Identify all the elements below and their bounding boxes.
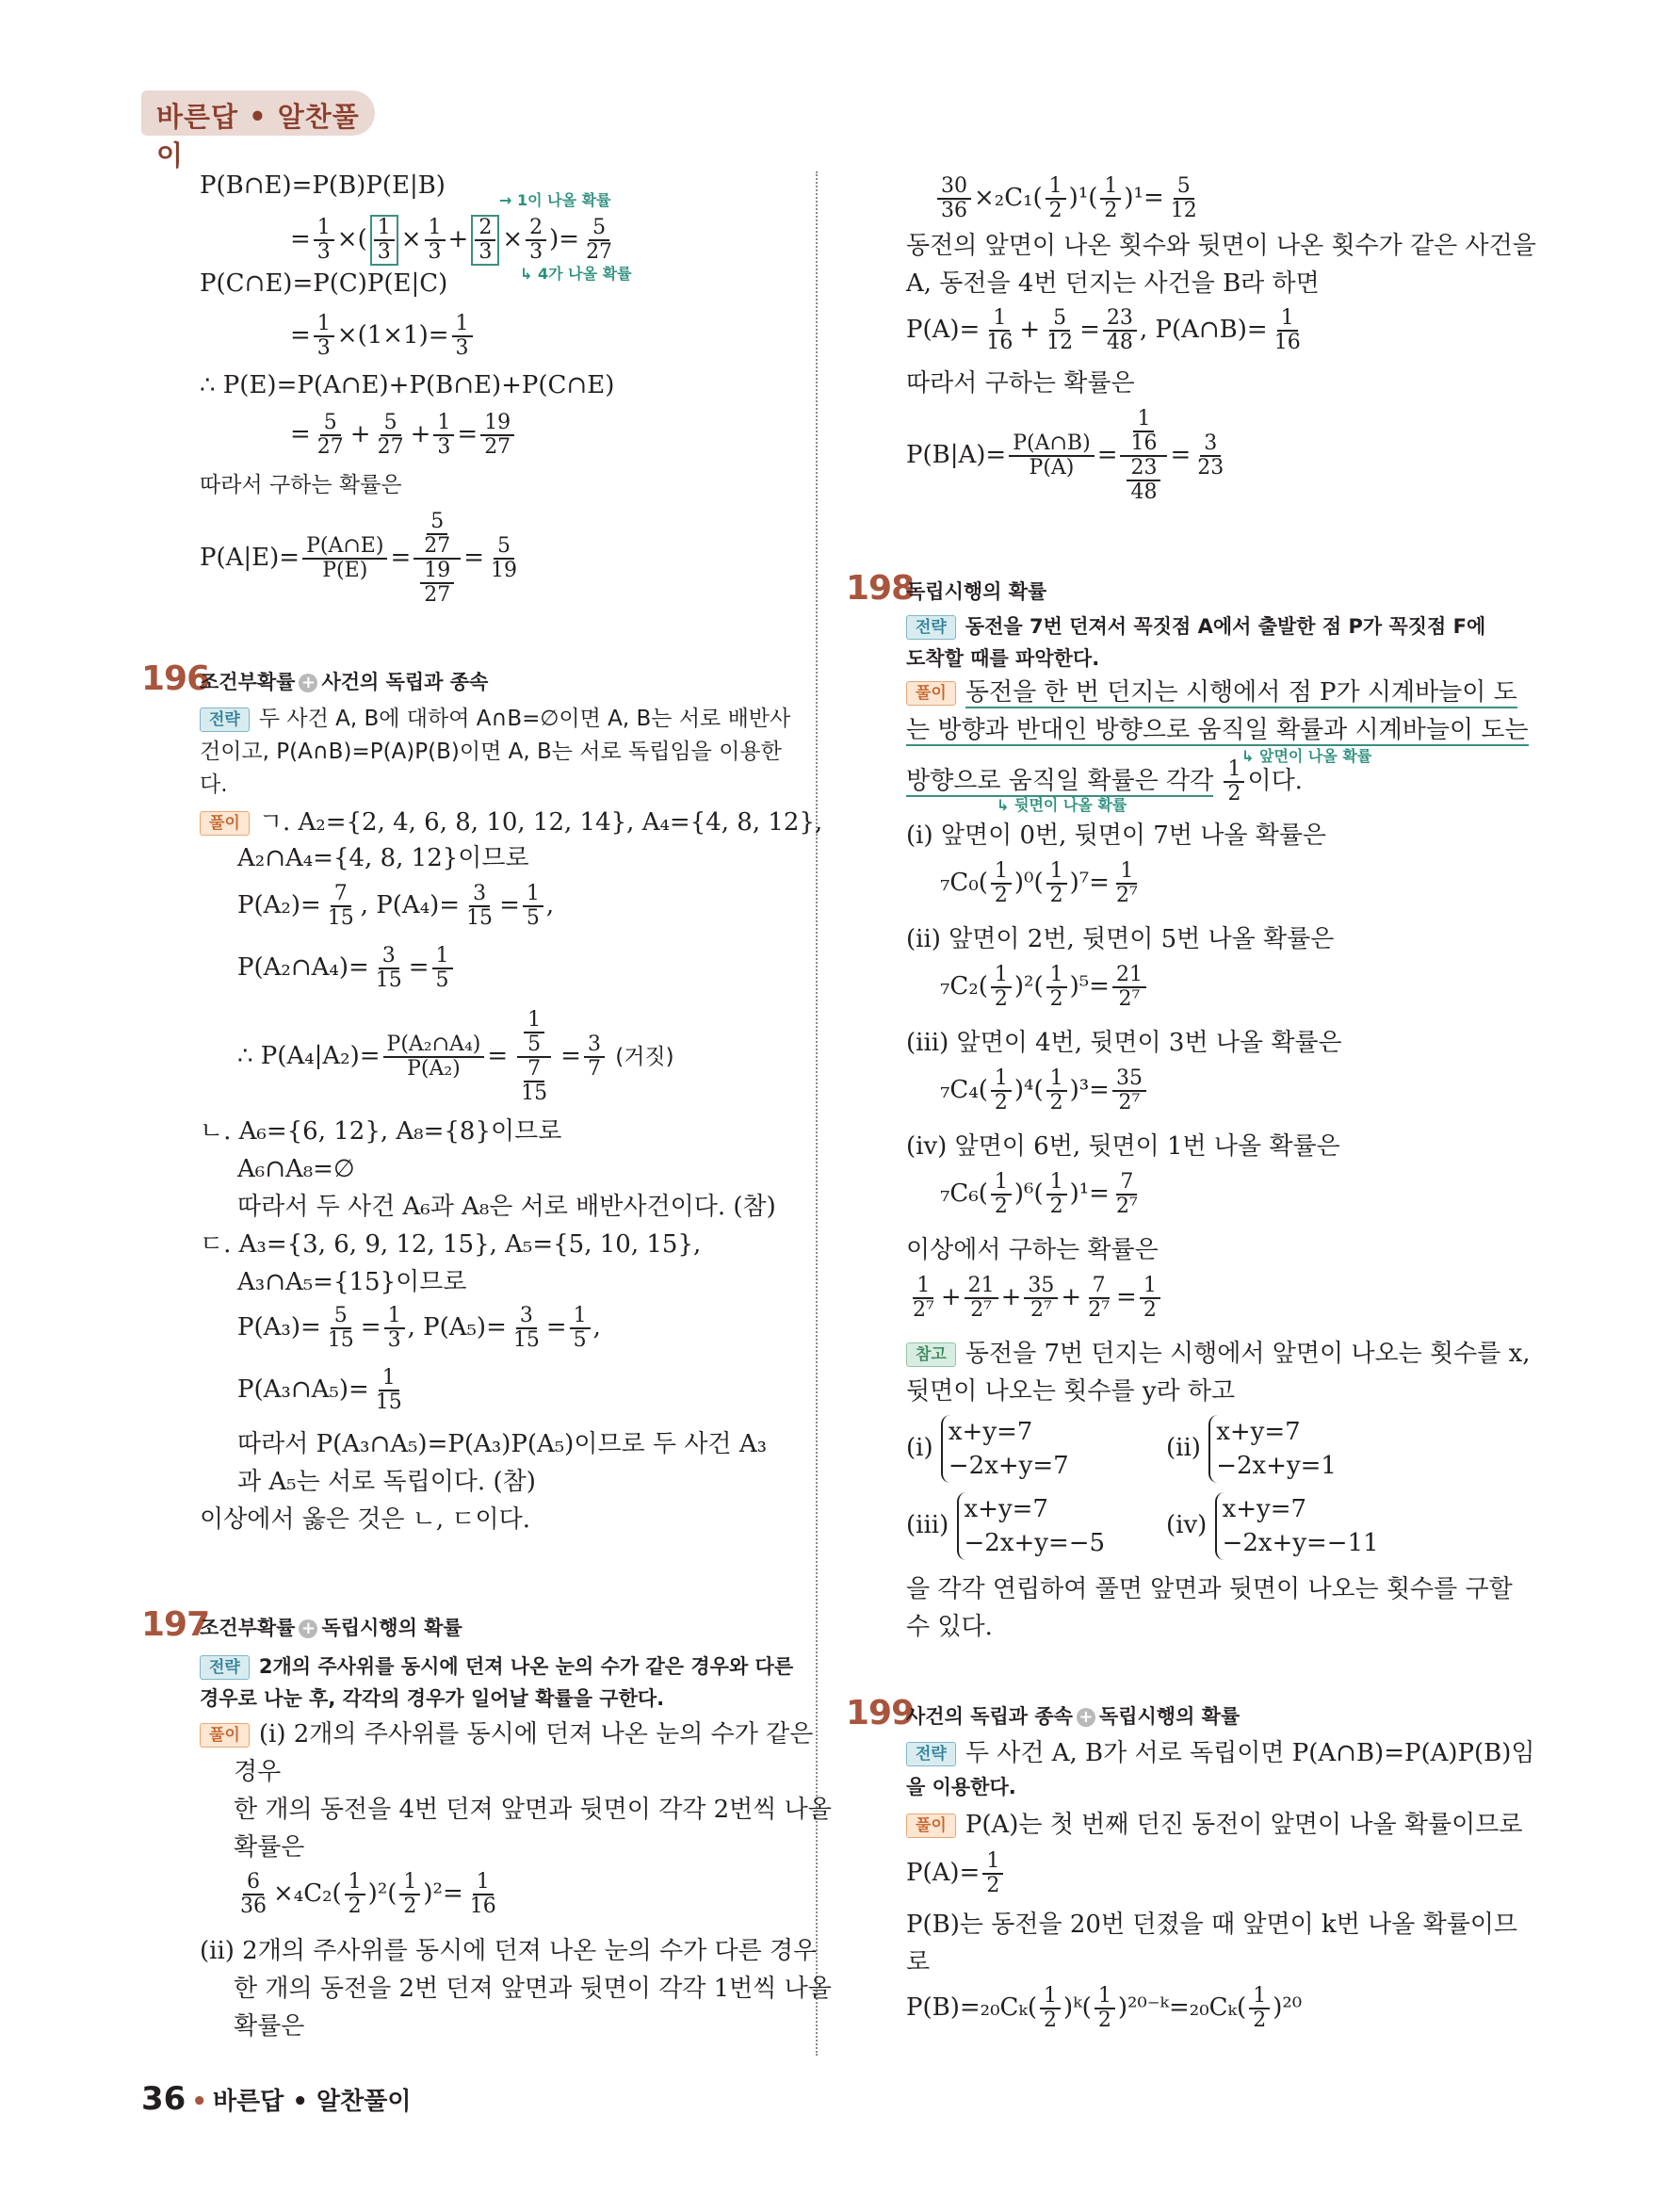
problem-197-s2: 경우 xyxy=(234,1758,282,1786)
problem-198-e1: ₇C₀( $\frac{1}{2}$ )⁰( $\frac{1}{2}$ )⁷= $\frac{1}{\text{2⁷}}$ xyxy=(940,859,1138,907)
annotation-front: ↳ 앞면이 나올 확률 xyxy=(1241,747,1372,765)
problem-196-s10: A₃∩A₅={15}이므로 xyxy=(237,1268,467,1296)
problem-197-s8: 확률은 xyxy=(234,2012,305,2041)
problem-198-c4: (iv) 앞면이 6번, 뒷면이 1번 나올 확률은 xyxy=(906,1132,1340,1161)
problem-198-title: 독립시행의 확률 xyxy=(906,580,1047,603)
problem-198-ref3: 을 각각 연립하여 풀면 앞면과 뒷면이 나오는 횟수를 구할 xyxy=(906,1575,1513,1603)
problem-197-s7: 한 개의 동전을 2번 던져 앞면과 뒷면이 각각 1번씩 나올 xyxy=(234,1975,832,2003)
problem-197-number: 197 xyxy=(141,1605,210,1644)
problem-197-strategy2: 경우로 나눈 후, 각각의 경우가 일어날 확률을 구한다. xyxy=(200,1687,665,1710)
problem-196-strategy2: 건이고, P(A∩B)=P(A)P(B)이면 A, B는 서로 독립임을 이용한 xyxy=(200,740,782,764)
problem-198-e4: ₇C₆( $\frac{1}{2}$ )⁶( $\frac{1}{2}$ )¹= $\frac{7}{\text{2⁷}}$ xyxy=(940,1170,1138,1218)
problem-198-e3: ₇C₄( $\frac{1}{2}$ )⁴( $\frac{1}{2}$ )³= $\frac{35}{\text{2⁷}}$ xyxy=(940,1061,1149,1119)
problem-196-number: 196 xyxy=(141,659,210,698)
problem-197-s6: (ii) 2개의 주사위를 동시에 던져 나온 눈의 수가 다른 경우 xyxy=(200,1937,818,1965)
problem-196-s4: P(A₂∩A₄)= $\frac{3}{15}$ = $\frac{1}{5}$ xyxy=(237,940,456,995)
problem-197-r1: $\frac{30}{36}$ ×₂C₁( $\frac{1}{2}$ )¹( $\frac{1}{2}$ )¹= $\frac{5}{12}$ xyxy=(934,170,1204,226)
problem-196-s3: P(A₂)= $\frac{7}{15}$ , P(A₄)= $\frac{3}{15}$ = $\frac{1}{5}$ , xyxy=(237,882,555,930)
problem-198-e5: $\frac{1}{\text{2⁷}}$ + $\frac{21}{\text{2⁷}}$ + $\frac{35}{\text{2⁷}}$ + $\frac{7}{\text{2⁷}}$ = $\frac{1}{2}$ xyxy=(906,1268,1163,1326)
problem-199-s4: 로 xyxy=(906,1948,931,1976)
problem-198-c5: 이상에서 구하는 확률은 xyxy=(906,1236,1159,1264)
problem-196-s1: 풀이 ㄱ. A₂={2, 4, 6, 8, 10, 12, 14}, A₄={4, 8, 12}, xyxy=(200,806,822,838)
system-4: (iv) x+y=7 −2x+y=−11 xyxy=(1166,1492,1379,1560)
eq-pbe-value: = $\frac{1}{3}$ ×( $\frac{1}{3}$ × $\frac{1}{3}$ + $\frac{2}{3}$ × $\frac{2}{3}$ )= $\frac{5}{27}$ xyxy=(290,216,613,264)
header-badge xyxy=(141,90,375,171)
problem-198-c1: (i) 앞면이 0번, 뒷면이 7번 나올 확률은 xyxy=(906,821,1327,850)
eq-pce: P(C∩E)=P(C)P(E|C) xyxy=(200,269,448,298)
problem-197-r5: 따라서 구하는 확률은 xyxy=(906,369,1135,398)
problem-196-s14: 과 A₅는 서로 독립이다. (참) xyxy=(237,1468,536,1496)
problem-198-e2: ₇C₂( $\frac{1}{2}$ )²( $\frac{1}{2}$ )⁵= $\frac{21}{\text{2⁷}}$ xyxy=(940,957,1149,1016)
problem-198-s3: 방향으로 움직일 확률은 각각 $\frac{1}{2}$ 이다. xyxy=(906,757,1303,805)
problem-196-s5: ∴ P(A₄|A₂)= $\frac{\text{P(A₂∩A₄)}}{\text{P(A₂)}}$ = $\frac{\frac{1}{5}}{\frac{7}{15}}$ = $\frac{3}{7}$ (거짓) xyxy=(237,1008,674,1105)
problem-199-s5: P(B)=₂₀Cₖ( $\frac{1}{2}$ )ᵏ( $\frac{1}{2}$ )²⁰⁻ᵏ=₂₀Cₖ( $\frac{1}{2}$ )²⁰ xyxy=(906,1984,1303,2032)
problem-199-strategy: 전략 두 사건 A, B가 서로 독립이면 P(A∩B)=P(A)P(B)임 xyxy=(906,1737,1535,1769)
eq-pbe: P(B∩E)=P(B)P(E|B) xyxy=(200,171,446,200)
problem-199-number: 199 xyxy=(846,1694,915,1732)
problem-197-s4: 확률은 xyxy=(234,1833,305,1862)
problem-198-ref4: 수 있다. xyxy=(906,1613,993,1641)
problem-196-s6: ㄴ. A₆={6, 12}, A₈={8}이므로 xyxy=(200,1117,562,1146)
problem-196-s12: P(A₃∩A₅)= $\frac{1}{15}$ xyxy=(237,1366,402,1414)
problem-196-s11: P(A₃)= $\frac{5}{15}$ = $\frac{1}{3}$ , P(A₅)= $\frac{3}{15}$ = $\frac{1}{5}$ , xyxy=(237,1304,601,1352)
problem-199-title: 사건의 독립과 종속 + 독립시행의 확률 xyxy=(906,1705,1240,1728)
problem-196-s13: 따라서 P(A₃∩A₅)=P(A₃)P(A₅)이므로 두 사건 A₃ xyxy=(237,1430,768,1458)
plus-icon: + xyxy=(299,1619,317,1638)
problem-197-r3: A, 동전을 4번 던지는 사건을 B라 하면 xyxy=(906,269,1320,298)
problem-196-strategy: 전략 두 사건 A, B에 대하여 A∩B=∅이면 A, B는 서로 배반사 xyxy=(200,703,790,735)
problem-197-r2: 동전의 앞면이 나온 횟수와 뒷면이 나온 횟수가 같은 사건을 xyxy=(906,232,1536,260)
plus-icon: + xyxy=(1077,1708,1095,1727)
problem-199-s1: 풀이 P(A)는 첫 번째 던진 동전이 앞면이 나올 확률이므로 xyxy=(906,1809,1522,1841)
annotation-back: ↳ 뒷면이 나올 확률 xyxy=(997,796,1127,814)
system-1: (i) x+y=7 −2x+y=7 xyxy=(906,1415,1069,1483)
problem-197-r6: P(B|A)= $\frac{P(A\cap B)}{P(A)}$ = $\frac{\frac{1}{16}}{\frac{23}{48}}$ = $\frac{3}{23}$ xyxy=(906,407,1224,504)
problem-197-s1: 풀이 (i) 2개의 주사위를 동시에 던져 나온 눈의 수가 같은 xyxy=(200,1718,813,1750)
problem-198-strategy2: 도착할 때를 파악한다. xyxy=(906,647,1100,670)
problem-196-s15: 이상에서 옳은 것은 ㄴ, ㄷ이다. xyxy=(200,1505,530,1534)
plus-icon: + xyxy=(299,674,317,692)
text-therefore: 따라서 구하는 확률은 xyxy=(200,473,402,497)
problem-196-s2: A₂∩A₄={4, 8, 12}이므로 xyxy=(237,844,529,872)
problem-198-c2: (ii) 앞면이 2번, 뒷면이 5번 나올 확률은 xyxy=(906,925,1335,953)
problem-197-strategy: 전략 2개의 주사위를 동시에 던져 나온 눈의 수가 같은 경우와 다른 xyxy=(200,1651,793,1683)
eq-pe: ∴ P(E)=P(A∩E)+P(B∩E)+P(C∩E) xyxy=(200,371,615,399)
footer-label: 바른답 • 알찬풀이 xyxy=(212,2088,412,2116)
page-number: 36 xyxy=(141,2080,186,2118)
problem-196-s7: A₆∩A₈=∅ xyxy=(237,1155,355,1183)
header-badge-label: 바른답 • 알찬풀이 xyxy=(156,101,360,171)
problem-196-s9: ㄷ. A₃={3, 6, 9, 12, 15}, A₅={5, 10, 15}, xyxy=(200,1230,702,1259)
problem-198-ref1: 참고 동전을 7번 던지는 시행에서 앞면이 나오는 횟수를 x, xyxy=(906,1338,1531,1370)
problem-198-strategy: 전략 동전을 7번 던져서 꼭짓점 A에서 출발한 점 P가 꼭짓점 F에 xyxy=(906,610,1485,642)
problem-198-number: 198 xyxy=(846,569,915,608)
problem-197-s5: $\frac{6}{36}$ ×₄C₂( $\frac{1}{2}$ )²( $\frac{1}{2}$ )²= $\frac{1}{16}$ xyxy=(240,1870,496,1918)
annotation-four: ↳ 4가 나올 확률 xyxy=(520,265,632,283)
annotation-one: → 1이 나올 확률 xyxy=(499,191,611,209)
page-footer: 36 • 바른답 • 알찬풀이 xyxy=(141,2080,412,2118)
problem-197-title: 조건부확률 + 독립시행의 확률 xyxy=(200,1617,462,1639)
problem-198-s1: 풀이 동전을 한 번 던지는 시행에서 점 P가 시계바늘이 도 xyxy=(906,676,1517,708)
problem-197-r4: P(A)= $\frac{1}{16}$ + $\frac{5}{12}$ = $\frac{23}{48}$ , P(A∩B)= $\frac{1}{16}$ xyxy=(906,306,1301,354)
column-divider xyxy=(816,171,818,2056)
problem-199-strategy2: 을 이용한다. xyxy=(906,1776,1016,1798)
problem-196-strategy3: 다. xyxy=(200,773,228,797)
eq-pae: P(A|E)= $\frac{P(A\cap E)}{P(E)}$ = $\frac{\frac{5}{27}}{\frac{19}{27}}$ = $\frac{5}{19}$ xyxy=(200,510,518,607)
problem-196-s8: 따라서 두 사건 A₆과 A₈은 서로 배반사건이다. (참) xyxy=(237,1193,776,1221)
eq-pe-value: = $\frac{5}{27}$ + $\frac{5}{27}$ + $\frac{1}{3}$ = $\frac{19}{27}$ xyxy=(290,407,517,462)
problem-199-s2: P(A)= $\frac{1}{2}$ xyxy=(906,1845,1006,1901)
problem-198-c3: (iii) 앞면이 4번, 뒷면이 3번 나올 확률은 xyxy=(906,1029,1342,1057)
eq-pce-value: = $\frac{1}{3}$ ×(1×1)= $\frac{1}{3}$ xyxy=(290,309,476,362)
system-2: (ii) x+y=7 −2x+y=1 xyxy=(1166,1415,1337,1483)
problem-198-s2: 는 방향과 반대인 방향으로 움직일 확률과 시계바늘이 도는 xyxy=(906,716,1529,744)
problem-196-title: 조건부확률 + 사건의 독립과 종속 xyxy=(200,671,489,693)
problem-198-ref2: 뒷면이 나오는 횟수를 y라 하고 xyxy=(906,1377,1236,1406)
system-3: (iii) x+y=7 −2x+y=−5 xyxy=(906,1492,1105,1560)
problem-199-s3: P(B)는 동전을 20번 던졌을 때 앞면이 k번 나올 확률이므 xyxy=(906,1911,1518,1939)
problem-197-s3: 한 개의 동전을 4번 던져 앞면과 뒷면이 각각 2번씩 나올 xyxy=(234,1796,832,1824)
